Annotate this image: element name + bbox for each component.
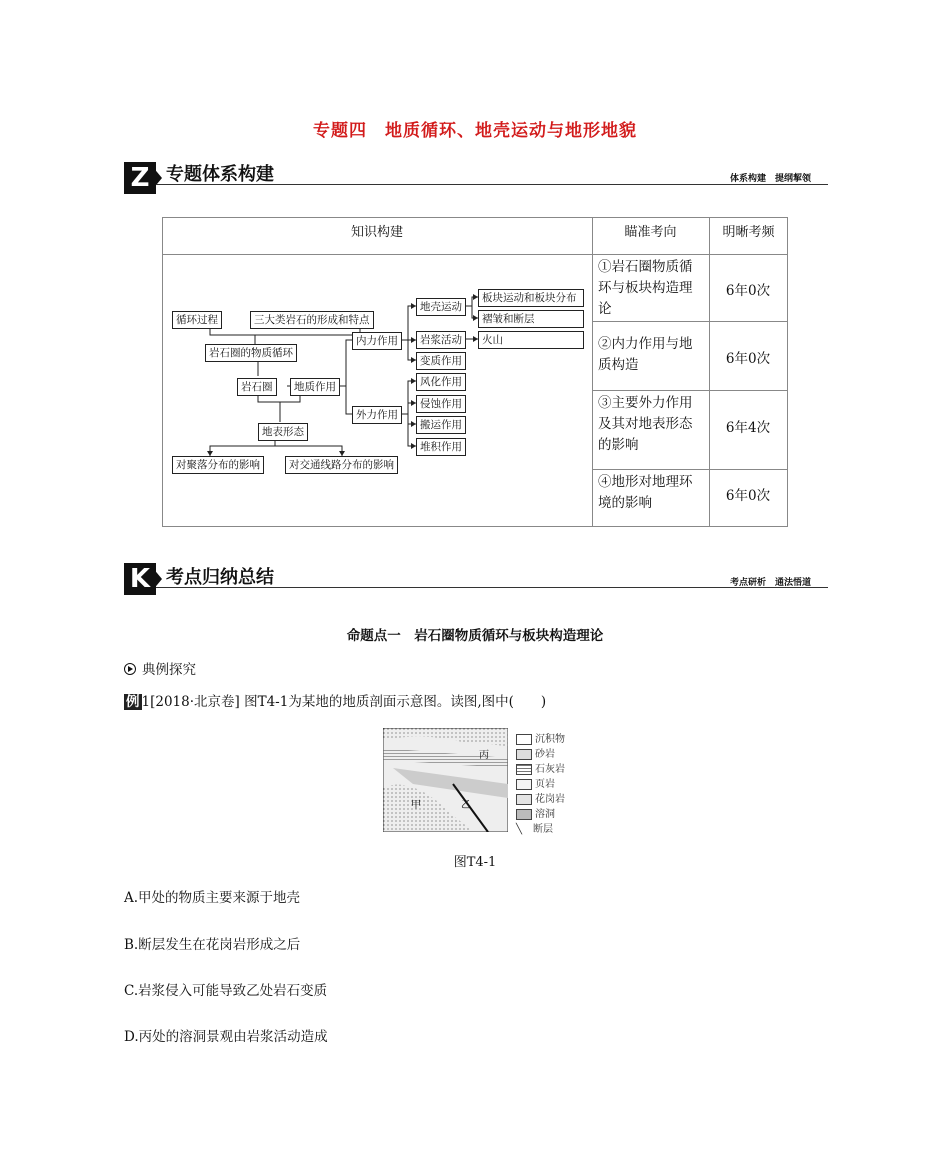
- node-lithosphere-cycle: 岩石圈的物质循环: [205, 344, 297, 362]
- legend-label: 页岩: [535, 779, 555, 790]
- node-erosion: 侵蚀作用: [416, 395, 466, 413]
- sediment-swatch-icon: [516, 734, 532, 745]
- node-transport: 搬运作用: [416, 416, 466, 434]
- topic-line: 论: [598, 301, 612, 317]
- option-a: A.甲处的物质主要来源于地壳: [124, 890, 301, 906]
- limestone-swatch-icon: [516, 764, 532, 775]
- example-tag: 例: [126, 694, 140, 710]
- legend-label: 沉积物: [535, 734, 565, 745]
- legend-item: [516, 775, 555, 790]
- topic-line: 环与板块构造理: [598, 280, 693, 296]
- section-subtitle: 考点研析 通法悟道: [730, 578, 812, 588]
- node-external-force: 外力作用: [352, 406, 402, 424]
- figure-label-yi: 乙: [461, 800, 471, 811]
- question-source: [2018·北京卷]: [150, 694, 240, 710]
- legend-label: 砂岩: [535, 749, 555, 760]
- table-header-direction: 瞄准考向: [624, 225, 677, 240]
- shale-swatch-icon: [516, 779, 532, 790]
- node-landform: 地表形态: [258, 423, 308, 441]
- figure-caption: 图T4-1: [453, 855, 497, 870]
- legend-item: [516, 820, 553, 835]
- question-stem-line: [124, 690, 546, 710]
- sandstone-swatch-icon: [516, 749, 532, 760]
- node-traffic-impact: 对交通线路分布的影响: [285, 456, 398, 474]
- section-title: 专题体系构建: [166, 164, 274, 185]
- legend-item: [516, 790, 565, 805]
- node-lithosphere: 岩石圈: [237, 378, 277, 396]
- topic-line: 质构造: [598, 357, 639, 373]
- granite-swatch-icon: [516, 794, 532, 805]
- example-subheading: [124, 658, 196, 678]
- topic-line: ④地形对地理环: [598, 474, 693, 490]
- topic-line: 及其对地表形态: [598, 416, 693, 432]
- section-subtitle: 体系构建 提纲挈领: [730, 174, 812, 184]
- page-title: 专题四 地质循环、地壳运动与地形地貌: [313, 121, 637, 141]
- node-internal-force: 内力作用: [352, 332, 402, 350]
- cave-swatch-icon: [516, 809, 532, 820]
- play-circle-icon: [124, 663, 136, 675]
- node-plate-movement: 板块运动和板块分布: [478, 289, 584, 307]
- section-z-icon: Z: [124, 162, 156, 194]
- legend-item: [516, 745, 555, 760]
- legend-label: 花岗岩: [535, 794, 565, 805]
- topic-line: ③主要外力作用: [598, 395, 693, 411]
- figure-label-jia: 甲: [411, 800, 421, 811]
- section-title: 考点归纳总结: [166, 567, 274, 588]
- proposition-heading: 命题点一 岩石圈物质循环与板块构造理论: [346, 628, 604, 644]
- node-settlement-impact: 对聚落分布的影响: [172, 456, 264, 474]
- topic-line: ②内力作用与地: [598, 336, 693, 352]
- node-volcano: 火山: [478, 331, 584, 349]
- node-deposition: 堆积作用: [416, 438, 466, 456]
- figure-label-bing: 丙: [479, 750, 489, 761]
- table-header-knowledge: 知识构建: [350, 225, 403, 240]
- table-row-frequency: 6年0次: [725, 488, 771, 504]
- node-weathering: 风化作用: [416, 373, 466, 391]
- topic-line: 境的影响: [598, 495, 652, 511]
- node-geologic-action: 地质作用: [290, 378, 340, 396]
- question-stem: 图T4-1为某地的地质剖面示意图。读图,图中( ): [244, 694, 547, 710]
- node-three-rocks: 三大类岩石的形成和特点: [250, 311, 374, 329]
- option-c: C.岩浆侵入可能导致乙处岩石变质: [124, 983, 328, 999]
- legend-label: 石灰岩: [535, 764, 565, 775]
- legend-item: [516, 760, 565, 775]
- node-crust-movement: 地壳运动: [416, 298, 466, 316]
- legend-item: [516, 730, 565, 745]
- node-metamorphism: 变质作用: [416, 352, 466, 370]
- node-fold-fault: 褶皱和断层: [478, 310, 584, 328]
- table-header-frequency: 明晰考频: [722, 225, 775, 240]
- table-row-frequency: 6年0次: [725, 283, 771, 299]
- legend-item: [516, 805, 555, 820]
- option-b: B.断层发生在花岗岩形成之后: [124, 937, 301, 953]
- question-number: 1: [141, 694, 151, 710]
- example-subheading-text: 典例探究: [142, 662, 196, 678]
- option-d: D.丙处的溶洞景观由岩浆活动造成: [124, 1029, 328, 1045]
- section-rule: [156, 587, 828, 588]
- node-cycle-process: 循环过程: [172, 311, 222, 329]
- table-row-frequency: 6年0次: [725, 351, 771, 367]
- table-row-frequency: 6年4次: [725, 420, 771, 436]
- topic-line: ①岩石圈物质循: [598, 259, 693, 275]
- section-k-icon: K: [124, 563, 156, 595]
- legend-label: 溶洞: [535, 809, 555, 820]
- node-magma-activity: 岩浆活动: [416, 331, 466, 349]
- fault-icon: ╲: [516, 824, 523, 835]
- geologic-section-figure: [383, 728, 508, 832]
- topic-line: 的影响: [598, 437, 639, 453]
- legend-label: 断层: [533, 824, 553, 835]
